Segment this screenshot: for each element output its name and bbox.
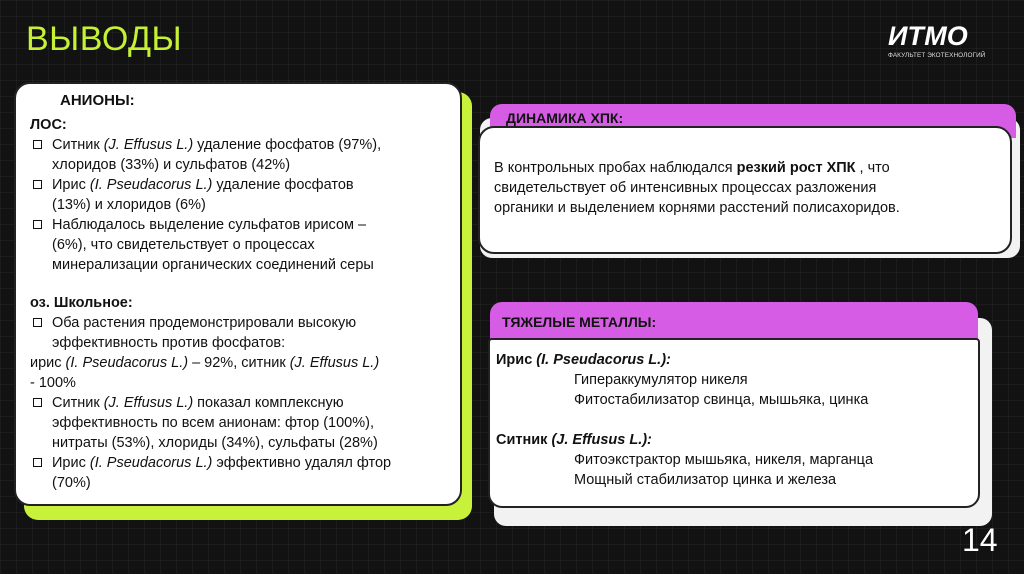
list-item-continuation: эффективность по всем анионам: фтор (100%), <box>52 415 374 431</box>
plain-line-continuation: - 100% <box>30 375 76 391</box>
cod-line: В контрольных пробах наблюдался резкий рост ХПК , что <box>494 160 890 176</box>
page-number: 14 <box>962 522 998 558</box>
cod-card <box>478 126 1012 254</box>
list-item-continuation: хлоридов (33%) и сульфатов (42%) <box>52 157 291 173</box>
checkbox-bullet-icon <box>33 220 42 229</box>
logo-subtitle: ФАКУЛЬТЕТ ЭКОТЕХНОЛОГИЙ <box>888 52 986 59</box>
list-item-continuation: эффективность против фосфатов: <box>52 335 286 351</box>
checkbox-bullet-icon <box>33 458 42 467</box>
list-item: Ирис (I. Pseudacorus L.) удаление фосфатов <box>30 175 460 195</box>
cod-heading: ДИНАМИКА ХПК: <box>506 110 624 126</box>
anions-heading: АНИОНЫ: <box>60 92 135 109</box>
cod-line: свидетельствует об интенсивных процессах разложения <box>494 180 877 196</box>
itmo-logo <box>888 22 1000 59</box>
checkbox-bullet-icon <box>33 318 42 327</box>
list-item: Ирис (I. Pseudacorus L.) эффективно удалял фтор <box>30 453 460 473</box>
metals-heading: ТЯЖЕЛЫЕ МЕТАЛЛЫ: <box>502 314 657 330</box>
metal-effect: Фитостабилизатор свинца, мышьяка, цинка <box>574 392 869 408</box>
checkbox-bullet-icon <box>33 140 42 149</box>
metal-effect: Фитоэкстрактор мышьяка, никеля, марганца <box>574 452 874 468</box>
list-item: Ситник (J. Effusus L.) показал комплексную <box>30 393 460 413</box>
logo-wordmark: ИТМО <box>888 21 968 51</box>
checkbox-bullet-icon <box>33 180 42 189</box>
metal-effect: Мощный стабилизатор цинка и железа <box>574 472 837 488</box>
los-label: ЛОС: <box>30 117 67 133</box>
list-item-continuation: нитраты (53%), хлориды (34%), сульфаты (28%) <box>52 435 378 451</box>
list-item-continuation: (6%), что свидетельствует о процессах <box>52 237 315 253</box>
checkbox-bullet-icon <box>33 398 42 407</box>
list-item: Наблюдалось выделение сульфатов ирисом – <box>30 215 460 235</box>
list-item: Оба растения продемонстрировали высокую <box>30 313 460 333</box>
metal-effect: Гипераккумулятор никеля <box>574 372 748 388</box>
plain-line: ирис (I. Pseudacorus L.) – 92%, ситник (J. Effusus L.) <box>30 355 380 371</box>
list-item: Ситник (J. Effusus L.) удаление фосфатов (97%), <box>30 135 460 155</box>
list-item-continuation: (13%) и хлоридов (6%) <box>52 197 206 213</box>
list-item-continuation: минерализации органических соединений серы <box>52 257 374 273</box>
metals-heading-tab <box>490 302 978 342</box>
metals-card <box>488 338 980 508</box>
list-item-continuation: (70%) <box>52 475 91 491</box>
rush-label: Ситник (J. Effusus L.): <box>496 432 652 448</box>
iris-label: Ирис (I. Pseudacorus L.): <box>496 352 671 368</box>
slide-title: ВЫВОДЫ <box>26 20 183 58</box>
anions-card <box>14 82 462 506</box>
school-label: оз. Школьное: <box>30 295 133 311</box>
cod-line: органики и выделением корнями расстений полисахоридов. <box>494 200 900 216</box>
